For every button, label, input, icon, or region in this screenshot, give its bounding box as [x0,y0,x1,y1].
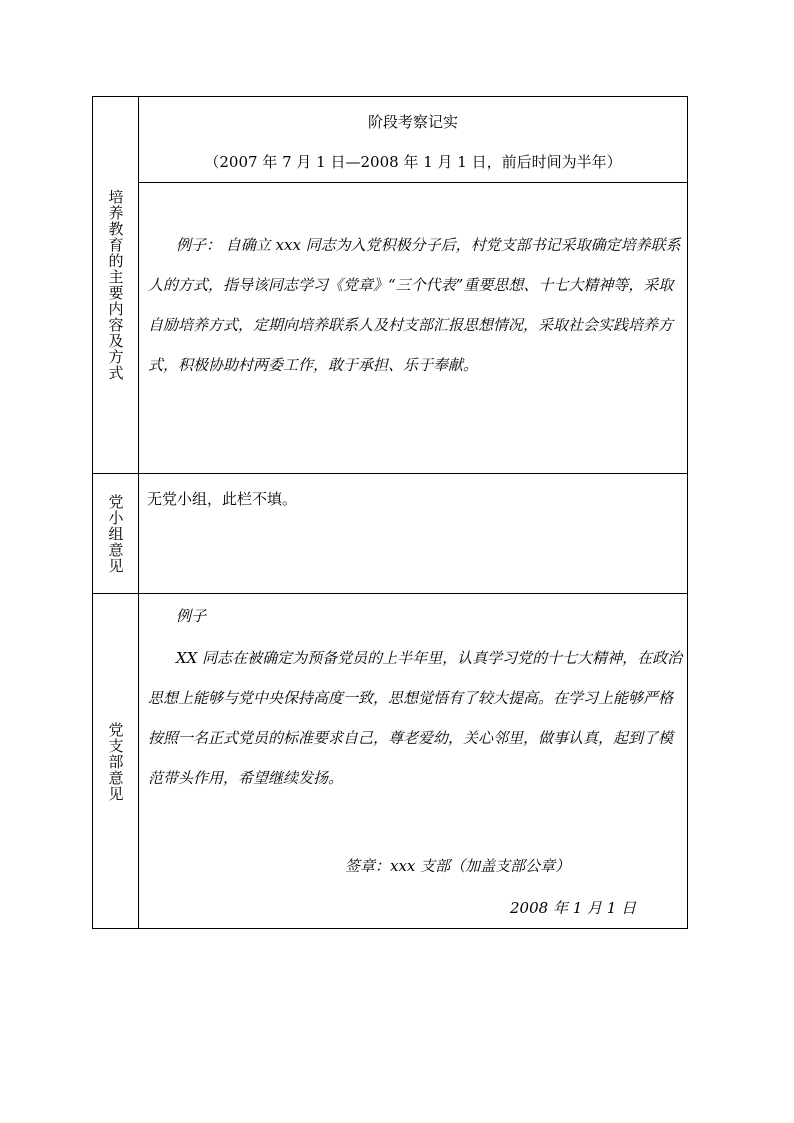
section3-label: 党支部意见 [106,721,125,802]
section3-example: 例子 [176,607,207,625]
form-table [92,96,688,929]
section3-label-cell [92,594,138,929]
section2-text: 无党小组，此栏不填。 [147,490,298,508]
row-divider-1 [92,473,688,474]
section3-body: XX 同志在被确定为预备党员的上半年里，认真学习党的十七大精神，在政治思想上能够与党中央保持高度一致，思想觉悟有了较大提高。在学习上能够严格按照一名正式党员的标准要求自己，尊老爱幼，关心邻里，做事认真，起到了模范带头作用，希望继续发扬。 [148,649,683,787]
section1-label: 培养教育的主要内容及方式 [106,189,125,381]
section3-signature: 签章：xxx 支部（加盖支部公章） [345,857,571,875]
section1-body: 例子： 自确立 xxx 同志为入党积极分子后，村党支部书记采取确定培养联系人的方式，指导该同志学习《党章》“三个代表”重要思想、十七大精神等，采取自励培养方式，定期向培养联系人及村支部汇报思想情况，采取社会实践培养方式，积极协助村两委工作，敢于承担、乐于奉献。 [148,236,681,374]
header-divider [138,182,688,183]
section3-date: 2008 年 1 月 1 日 [510,899,637,917]
section1-label-cell [92,97,138,473]
section1-title: 阶段考察记实 [367,113,458,131]
section1-period: （2007 年 7 月 1 日—2008 年 1 月 1 日，前后时间为半年） [204,153,622,171]
column-divider [138,96,139,929]
section2-label: 党小组意见 [106,493,125,574]
section2-label-cell [92,474,138,593]
row-divider-2 [92,593,688,594]
